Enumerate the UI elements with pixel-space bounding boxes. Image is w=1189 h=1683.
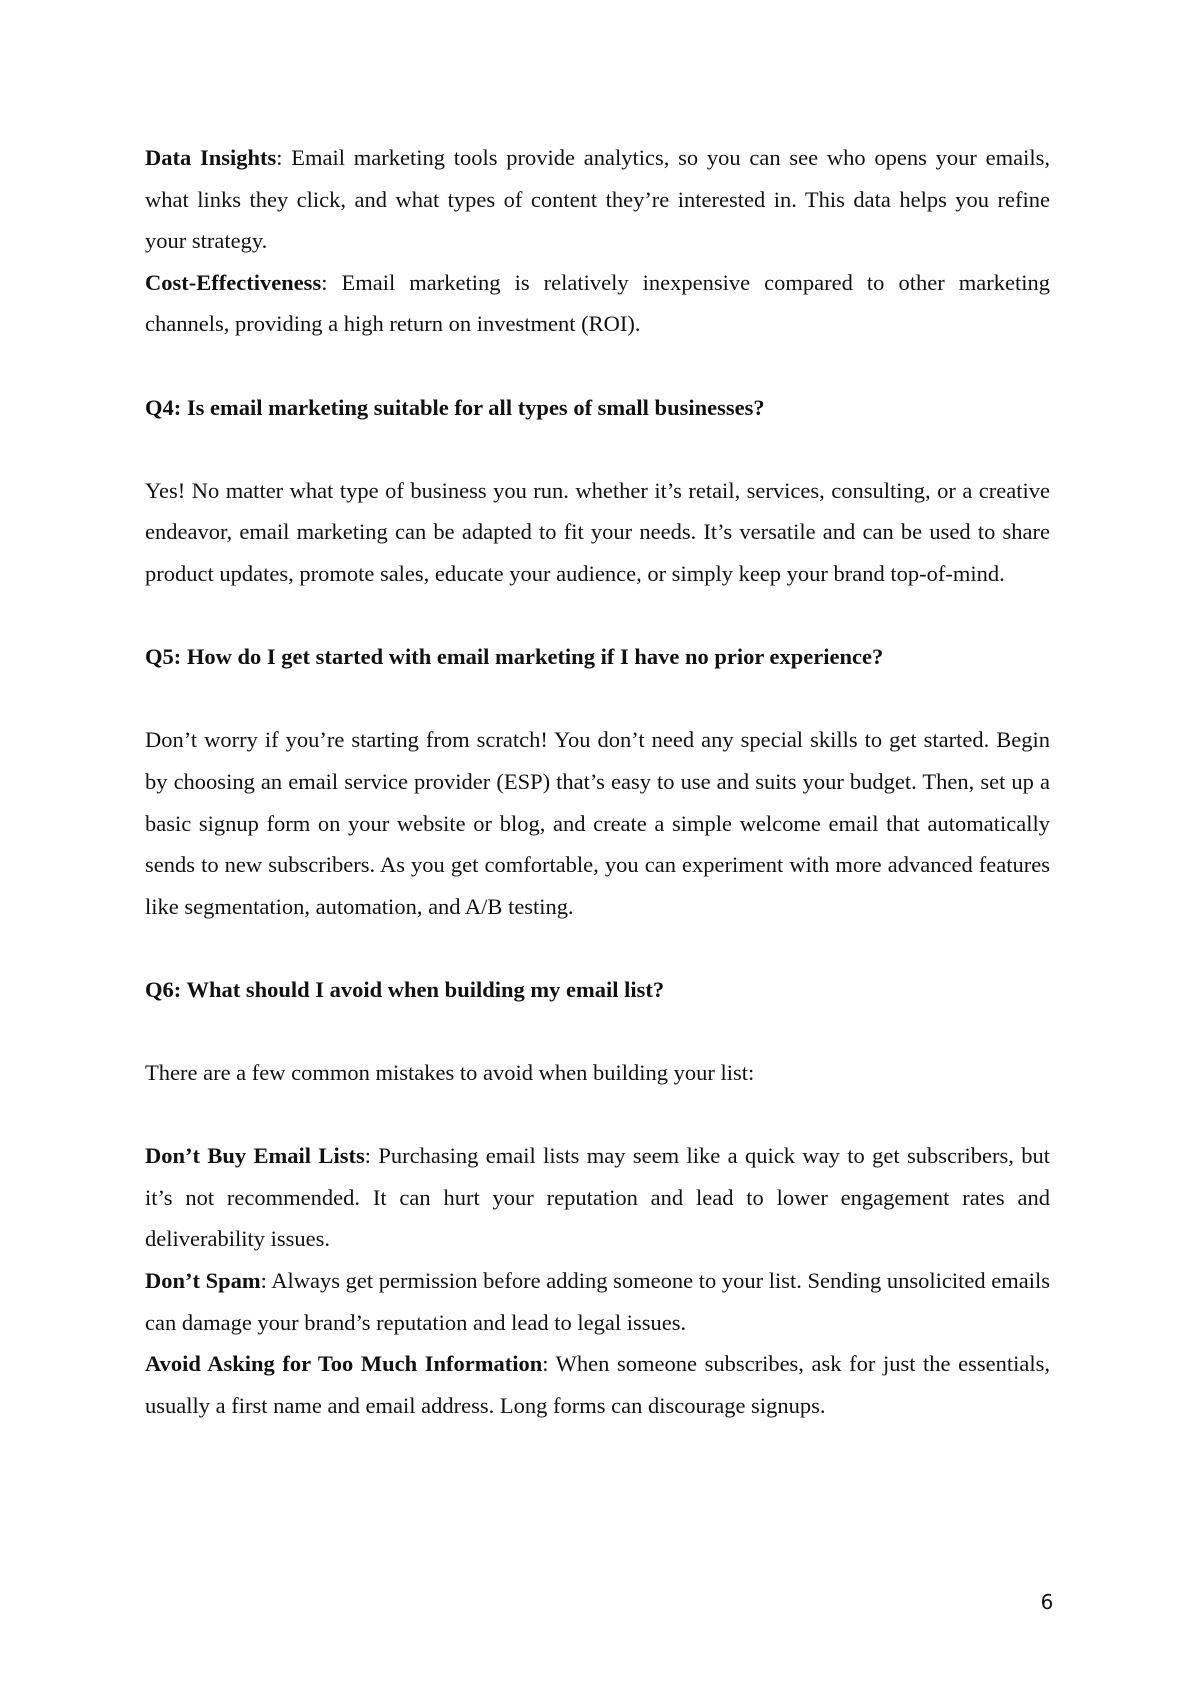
intro-q6: There are a few common mistakes to avoid when building your list: (145, 1060, 755, 1086)
term-cost-effectiveness: Cost-Effectiveness (145, 269, 322, 295)
spacer (145, 1010, 1050, 1052)
page-content (145, 137, 1050, 1426)
answer-q4: Yes! No matter what type of business you run. whether it’s retail, services, consulting, or a creative endeavor, email marketing can be adapted to fit your needs. It’s versatile and can be used to share product updates, promote sales, educate your audience, or simply keep your brand top-of-mind. (145, 477, 1050, 586)
question-q5: Q5: How do I get started with email marketing if I have no prior experience? (145, 644, 884, 670)
page-number: 6 (1040, 1590, 1054, 1614)
paragraph-data-insights (145, 137, 1050, 262)
spacer (145, 595, 1050, 637)
term-avoid-asking-too-much: Avoid Asking for Too Much Information (145, 1351, 543, 1377)
text-cost-effectiveness: : Email marketing is relatively inexpensive compared to other marketing channels, providing a high return on investment (ROI). (145, 269, 1050, 337)
paragraph-cost-effectiveness (145, 262, 1050, 345)
question-q6: Q6: What should I avoid when building my email list? (145, 976, 665, 1002)
spacer (145, 678, 1050, 720)
spacer (145, 428, 1050, 470)
text-avoid-asking-too-much: : When someone subscribes, ask for just the essentials, usually a first name and email address. Long forms can discourage signups. (145, 1351, 1050, 1418)
question-q4: Q4: Is email marketing suitable for all types of small businesses? (145, 394, 765, 420)
term-dont-spam: Don’t Spam (145, 1268, 261, 1294)
term-data-insights: Data Insights (145, 145, 277, 170)
text-data-insights: : Email marketing tools provide analytics, so you can see who opens your emails, what links they click, and what types of content they’re interested in. This data helps you refine your strategy. (145, 145, 1051, 254)
list-item-dont-buy-email-lists (145, 1135, 1050, 1260)
spacer (145, 345, 1050, 387)
list-item-avoid-asking-too-much (145, 1343, 1050, 1426)
text-dont-spam: : Always get permission before adding someone to your list. Sending unsolicited emails can damage your brand’s reputation and lead to legal issues. (145, 1268, 1050, 1335)
list-item-dont-spam (145, 1260, 1050, 1343)
spacer (145, 927, 1050, 969)
spacer (145, 1094, 1050, 1136)
term-dont-buy-email-lists: Don’t Buy Email Lists (145, 1143, 365, 1169)
text-dont-buy-email-lists: : Purchasing email lists may seem like a quick way to get subscribers, but it’s not recommended. It can hurt your reputation and lead to lower engagement rates and deliverability issues. (145, 1143, 1050, 1252)
answer-q5: Don’t worry if you’re starting from scratch! You don’t need any special skills to get started. Begin by choosing an email service provider (ESP) that’s easy to use and suits your budget. Then, set up a basic signup form on your website or blog, and create a simple welcome email that automatically sends to new subscribers. As you get comfortable, you can experiment with more advanced features like segmentation, automation, and A/B testing. (145, 727, 1050, 919)
